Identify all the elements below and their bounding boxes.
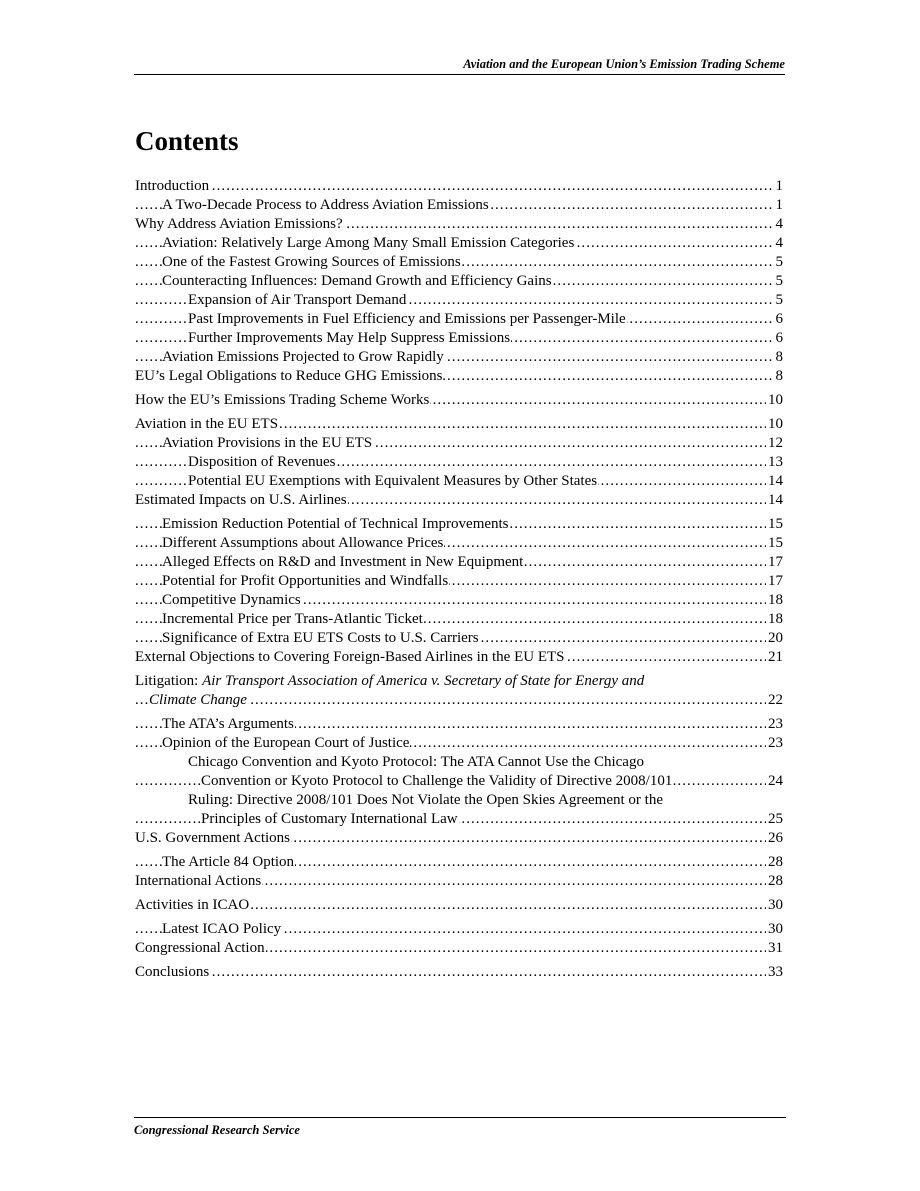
toc-entry-relatively-large[interactable] bbox=[135, 234, 783, 253]
toc-entry-article-84[interactable] bbox=[135, 853, 783, 872]
toc-page-number: 33 bbox=[768, 964, 783, 980]
toc-entry-label: A Two-Decade Process to Address Aviation Emissions bbox=[162, 197, 489, 213]
toc-entry-chicago-convention[interactable] bbox=[135, 753, 783, 791]
toc-page-number: 14 bbox=[768, 492, 783, 508]
toc-entry-label: How the EU’s Emissions Trading Scheme Works bbox=[135, 392, 430, 408]
toc-entry-international-actions[interactable] bbox=[135, 872, 783, 891]
toc-entry-label: Conclusions bbox=[135, 964, 210, 980]
toc-entry-label: The Article 84 Option bbox=[162, 854, 295, 870]
toc-entry-label: Potential EU Exemptions with Equivalent Measures by Other States bbox=[188, 473, 598, 489]
toc-entry-rd-investment[interactable] bbox=[135, 553, 783, 572]
toc-entry-label: Estimated Impacts on U.S. Airlines bbox=[135, 492, 347, 508]
toc-entry-label: Latest ICAO Policy bbox=[162, 921, 282, 937]
toc-entry-label: Past Improvements in Fuel Efficiency and Emissions per Passenger-Mile bbox=[188, 311, 626, 327]
toc-entry-label-prefix: Litigation: bbox=[135, 673, 203, 689]
toc-page-number: 20 bbox=[768, 630, 783, 646]
toc-entry-label: Aviation Provisions in the EU ETS bbox=[162, 435, 373, 451]
toc-entry-why-address[interactable] bbox=[135, 215, 783, 234]
toc-page-number: 4 bbox=[775, 235, 783, 251]
toc-page-number: 6 bbox=[775, 330, 783, 346]
toc-entry-label: International Actions bbox=[135, 873, 262, 889]
toc-entry-label: Congressional Action bbox=[135, 940, 265, 956]
toc-entry-label: Counteracting Influences: Demand Growth and Efficiency Gains bbox=[162, 273, 552, 289]
page-title: Contents bbox=[135, 126, 239, 156]
toc-page-number: 28 bbox=[768, 873, 783, 889]
toc-entry-fastest-growing[interactable] bbox=[135, 253, 783, 272]
toc-entry-label: U.S. Government Actions bbox=[135, 830, 290, 846]
toc-entry-label: Significance of Extra EU ETS Costs to U.S. Carriers bbox=[162, 630, 479, 646]
toc-page-number: 26 bbox=[768, 830, 783, 846]
toc-page-number: 6 bbox=[775, 311, 783, 327]
toc-page-number: 24 bbox=[768, 773, 783, 789]
toc-page-number: 31 bbox=[768, 940, 783, 956]
toc-entry-label: Opinion of the European Court of Justice bbox=[162, 735, 410, 751]
toc-entry-label: Activities in ICAO bbox=[135, 897, 250, 913]
toc-entry-legal-obligations[interactable] bbox=[135, 367, 783, 386]
toc-page-number: 1 bbox=[775, 178, 783, 194]
toc-entry-label-continued: Principles of Customary International Law bbox=[201, 811, 458, 827]
toc-entry-congressional-action[interactable] bbox=[135, 939, 783, 958]
toc-entry-ruling[interactable] bbox=[135, 791, 783, 829]
toc-entry-label: The ATA’s Arguments bbox=[162, 716, 294, 732]
toc-page-number: 5 bbox=[775, 273, 783, 289]
table-of-contents bbox=[135, 177, 783, 982]
toc-entry-latest-icao-policy[interactable] bbox=[135, 920, 783, 939]
toc-entry-label-continued bbox=[149, 692, 248, 708]
toc-entry-label: Aviation Emissions Projected to Grow Rapidly bbox=[162, 349, 444, 365]
toc-page-number: 12 bbox=[768, 435, 783, 451]
toc-page-number: 30 bbox=[768, 897, 783, 913]
toc-entry-further-improvements[interactable] bbox=[135, 329, 783, 348]
toc-entry-label: Incremental Price per Trans-Atlantic Ticket bbox=[162, 611, 423, 627]
toc-entry-us-government-actions[interactable] bbox=[135, 829, 783, 848]
toc-entry-potential-exemptions[interactable] bbox=[135, 472, 783, 491]
toc-entry-label: Potential for Profit Opportunities and Windfalls bbox=[162, 573, 449, 589]
toc-page-number: 1 bbox=[775, 197, 783, 213]
toc-entry-label: Aviation in the EU ETS bbox=[135, 416, 279, 432]
toc-page-number: 5 bbox=[775, 292, 783, 308]
toc-entry-how-ets-works[interactable] bbox=[135, 391, 783, 410]
toc-entry-aviation-in-ets[interactable] bbox=[135, 415, 783, 434]
toc-entry-label: One of the Fastest Growing Sources of Emissions bbox=[162, 254, 461, 270]
toc-page-number: 13 bbox=[768, 454, 783, 470]
running-footer: Congressional Research Service bbox=[134, 1117, 786, 1138]
toc-page-number: 8 bbox=[775, 349, 783, 365]
toc-entry-label: External Objections to Covering Foreign-Based Airlines in the EU ETS bbox=[135, 649, 565, 665]
toc-entry-activities-icao[interactable] bbox=[135, 896, 783, 915]
toc-entry-label: Why Address Aviation Emissions? bbox=[135, 216, 343, 232]
toc-entry-allowance-prices[interactable] bbox=[135, 534, 783, 553]
toc-entry-label-continued: Convention or Kyoto Protocol to Challenge the Validity of Directive 2008/101 bbox=[201, 773, 673, 789]
toc-page-number: 14 bbox=[768, 473, 783, 489]
toc-page-number: 10 bbox=[768, 392, 783, 408]
toc-entry-label: Emission Reduction Potential of Technical Improvements bbox=[162, 516, 509, 532]
toc-entry-litigation[interactable] bbox=[135, 672, 783, 710]
toc-entry-conclusions[interactable] bbox=[135, 963, 783, 982]
toc-page-number: 18 bbox=[768, 611, 783, 627]
toc-entry-label: Introduction bbox=[135, 178, 210, 194]
toc-page-number: 8 bbox=[775, 368, 783, 384]
toc-entry-label: Further Improvements May Help Suppress Emissions bbox=[188, 330, 511, 346]
toc-entry-projected-grow[interactable] bbox=[135, 348, 783, 367]
toc-page-number: 23 bbox=[768, 735, 783, 751]
toc-entry-label: Competitive Dynamics bbox=[162, 592, 301, 608]
toc-page-number: 25 bbox=[768, 811, 783, 827]
toc-entry-counteracting-influences[interactable] bbox=[135, 272, 783, 291]
toc-page-number: 17 bbox=[768, 573, 783, 589]
toc-entry-label: Disposition of Revenues bbox=[188, 454, 336, 470]
toc-entry-label: Aviation: Relatively Large Among Many Small Emission Categories bbox=[162, 235, 575, 251]
toc-entry-label: EU’s Legal Obligations to Reduce GHG Emissions bbox=[135, 368, 443, 384]
toc-entry-label-case-title-continued: Climate Change bbox=[149, 692, 247, 708]
toc-entry-emission-reduction-potential[interactable] bbox=[135, 515, 783, 534]
toc-page-number: 10 bbox=[768, 416, 783, 432]
toc-entry-estimated-impacts[interactable] bbox=[135, 491, 783, 510]
toc-entry-incremental-price[interactable] bbox=[135, 610, 783, 629]
toc-entry-profit-opportunities[interactable] bbox=[135, 572, 783, 591]
toc-entry-aviation-provisions[interactable] bbox=[135, 434, 783, 453]
toc-entry-label: Different Assumptions about Allowance Prices bbox=[162, 535, 444, 551]
toc-entry-court-opinion[interactable] bbox=[135, 734, 783, 753]
toc-entry-label: Expansion of Air Transport Demand bbox=[188, 292, 407, 308]
toc-page-number: 17 bbox=[768, 554, 783, 570]
toc-page-number: 15 bbox=[768, 535, 783, 551]
toc-page-number: 21 bbox=[768, 649, 783, 665]
toc-entry-ata-arguments[interactable] bbox=[135, 715, 783, 734]
toc-entry-label: Ruling: Directive 2008/101 Does Not Violate the Open Skies Agreement or the bbox=[188, 792, 663, 808]
toc-entry-label: Chicago Convention and Kyoto Protocol: The ATA Cannot Use the Chicago bbox=[188, 754, 644, 770]
toc-entry-external-objections[interactable] bbox=[135, 648, 783, 667]
toc-page-number: 15 bbox=[768, 516, 783, 532]
toc-entry-label-case-title: Air Transport Association of America v. Secretary of State for Energy and bbox=[202, 673, 645, 689]
running-header: Aviation and the European Union’s Emission Trading Scheme bbox=[134, 56, 785, 75]
toc-entry-competitive-dynamics[interactable] bbox=[135, 591, 783, 610]
toc-entry-label bbox=[135, 673, 645, 689]
toc-entry-expansion-demand[interactable] bbox=[135, 291, 783, 310]
toc-entry-introduction[interactable] bbox=[135, 177, 783, 196]
toc-entry-extra-costs[interactable] bbox=[135, 629, 783, 648]
toc-page-number: 5 bbox=[775, 254, 783, 270]
toc-entry-disposition-revenues[interactable] bbox=[135, 453, 783, 472]
toc-page-number: 18 bbox=[768, 592, 783, 608]
toc-entry-two-decade-process[interactable] bbox=[135, 196, 783, 215]
toc-page-number: 28 bbox=[768, 854, 783, 870]
toc-page-number: 4 bbox=[775, 216, 783, 232]
toc-page-number: 23 bbox=[768, 716, 783, 732]
toc-entry-label: Alleged Effects on R&D and Investment in New Equipment bbox=[162, 554, 524, 570]
toc-page-number: 22 bbox=[768, 692, 783, 708]
toc-page-number: 30 bbox=[768, 921, 783, 937]
toc-entry-past-improvements[interactable] bbox=[135, 310, 783, 329]
